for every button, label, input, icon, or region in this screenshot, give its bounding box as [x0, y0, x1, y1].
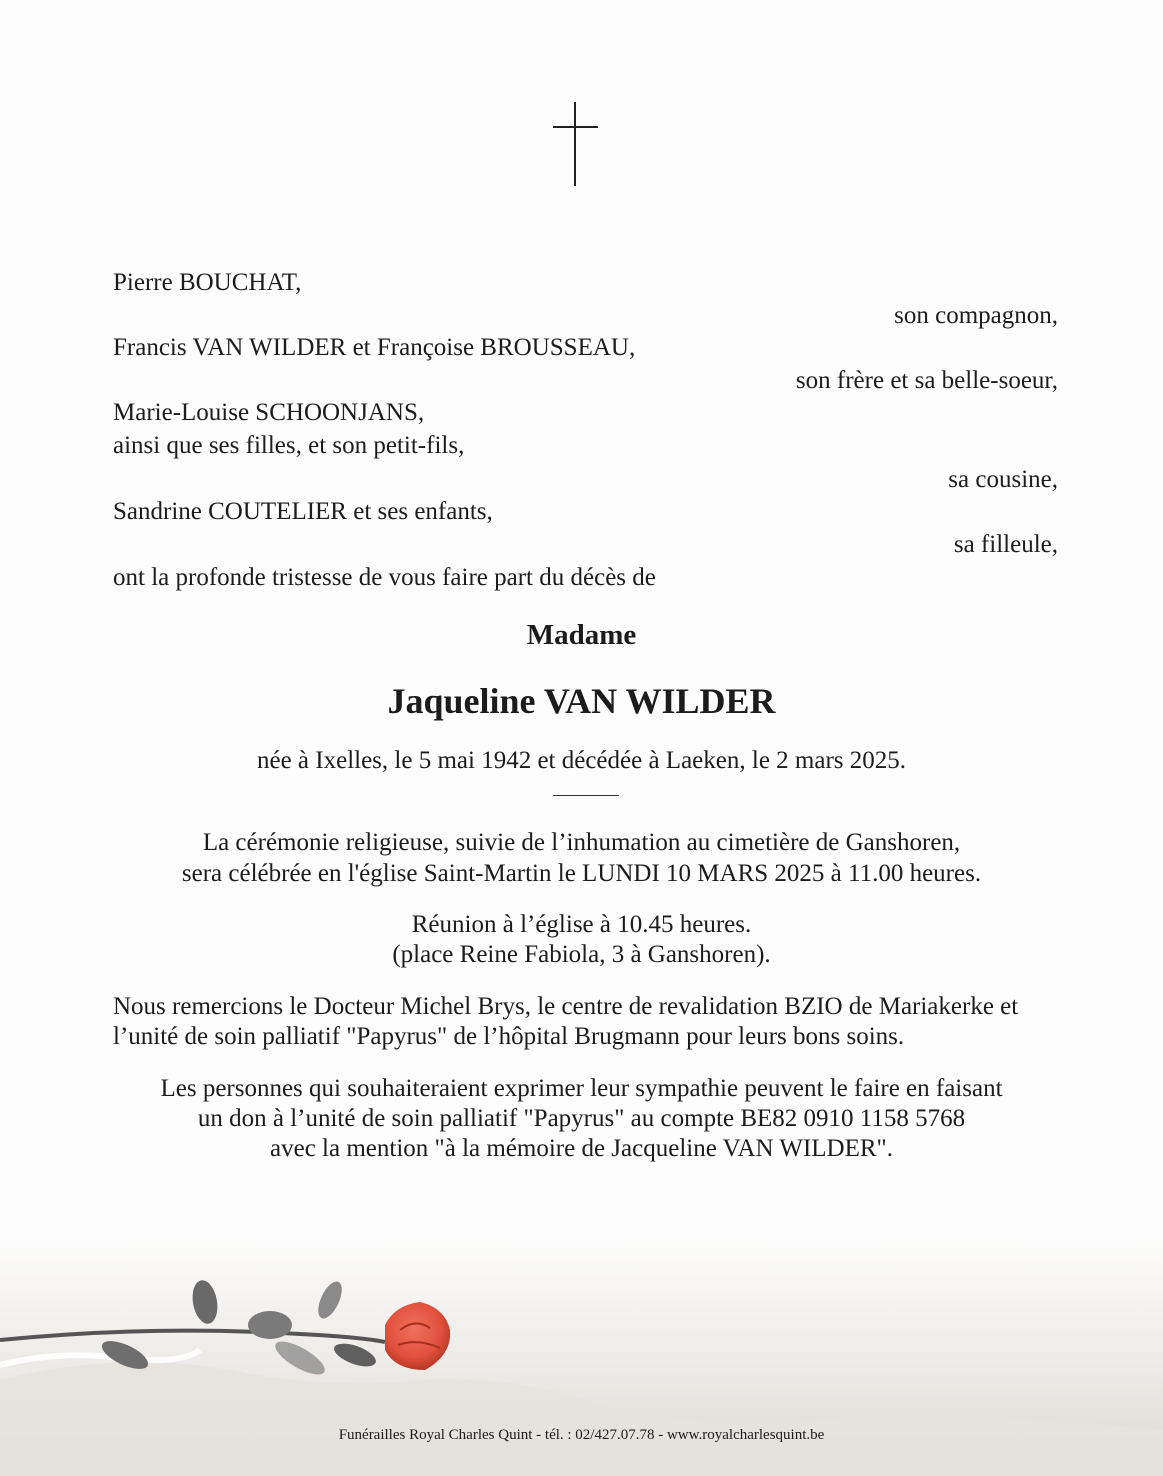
birth-death: née à Ixelles, le 5 mai 1942 et décédée à Laeken, le 2 mars 2025.	[256, 747, 907, 774]
ceremony-line-2: sera célébrée en l'église Saint-Martin le LUNDI 10 MARS 2025 à 11.00 heures.	[181, 860, 982, 887]
family-relation-2: son frère et sa belle-soeur,	[795, 367, 1058, 394]
thanks-line-2: l’unité de soin palliatif "Papyrus" de l’hôpital Brugmann pour leurs bons soins.	[113, 1023, 905, 1050]
donation-line-1: Les personnes qui souhaiteraient exprimer leur sympathie peuvent le faire en faisant	[160, 1075, 1003, 1102]
family-relation-1: son compagnon,	[894, 302, 1058, 329]
donation-line-3: avec la mention "à la mémoire de Jacqueline VAN WILDER".	[270, 1135, 893, 1162]
family-name-2: Francis VAN WILDER et Françoise BROUSSEAU,	[113, 334, 636, 361]
donation-line-2: un don à l’unité de soin palliatif "Papyrus" au compte BE82 0910 1158 5768	[197, 1105, 966, 1132]
family-name-1: Pierre BOUCHAT,	[113, 269, 302, 296]
funeral-home-footer: Funérailles Royal Charles Quint - tél. : 02/427.07.78 - www.royalcharlesquint.be	[338, 1427, 825, 1443]
deceased-name: Jaqueline VAN WILDER	[387, 681, 776, 721]
announcement: ont la profonde tristesse de vous faire part du décès de	[113, 564, 656, 591]
meeting-line-1: Réunion à l’église à 10.45 heures.	[411, 911, 752, 938]
family-name-4: Sandrine COUTELIER et ses enfants,	[113, 498, 493, 525]
meeting-line-2: (place Reine Fabiola, 3 à Ganshoren).	[392, 941, 771, 968]
family-name-3: Marie-Louise SCHOONJANS,	[113, 399, 425, 426]
cross-icon	[553, 102, 598, 186]
thanks-line-1: Nous remercions le Docteur Michel Brys, le centre de revalidation BZIO de Mariakerke et	[113, 993, 1019, 1020]
family-name-3-line2: ainsi que ses filles, et son petit-fils,	[113, 432, 465, 459]
family-relation-4: sa filleule,	[953, 531, 1058, 558]
ceremony-line-1: La cérémonie religieuse, suivie de l’inhumation au cimetière de Ganshoren,	[202, 829, 961, 856]
family-relation-3: sa cousine,	[948, 466, 1058, 493]
divider	[553, 795, 619, 796]
title: Madame	[526, 619, 637, 651]
